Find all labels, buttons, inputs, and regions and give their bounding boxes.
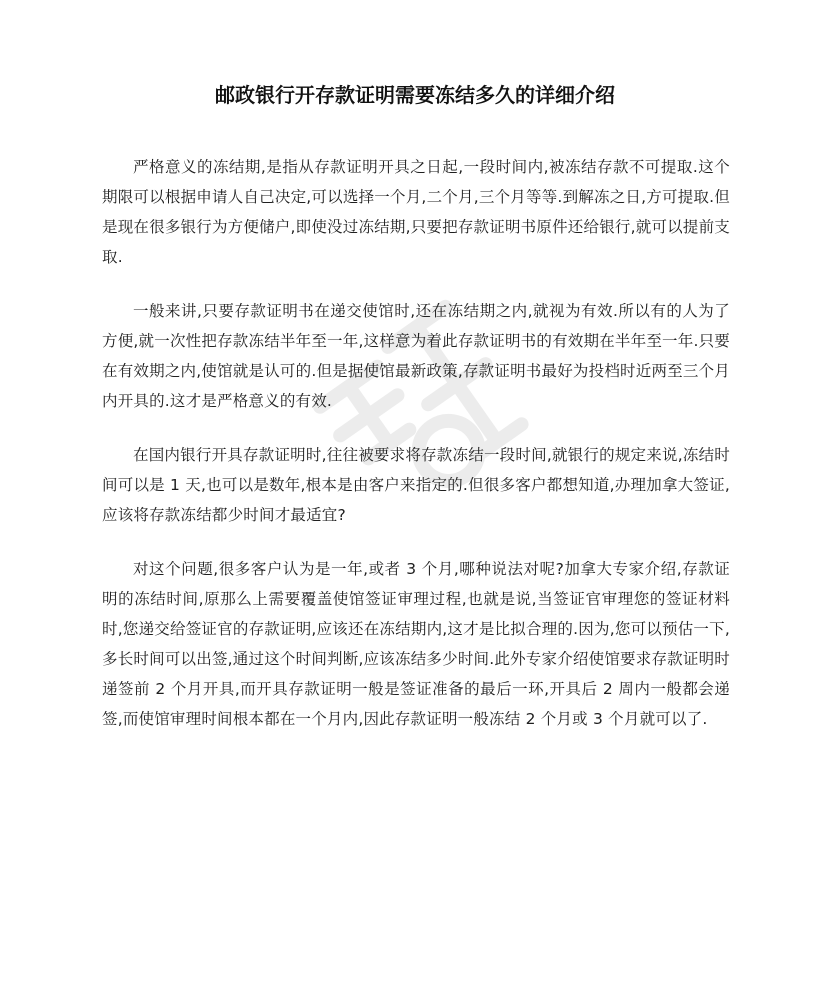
paragraph-2: 一般来讲,只要存款证明书在递交使馆时,还在冻结期之内,就视为有效.所以有的人为了方便,就一次性把存款冻结半年至一年,这样意为着此存款证明书的有效期在半年至一年.只要在有效期之内,使馆就是认可的.但是据使馆最新政策,存款证明书最好为投档时近两至三个月内开具的.这才是严格意义的有效. xyxy=(102,302,730,410)
paragraph-1: 严格意义的冻结期,是指从存款证明开具之日起,一段时间内,被冻结存款不可提取.这个期限可以根据申请人自己决定,可以选择一个月,二个月,三个月等等.到解冻之日,方可提取.但是现在很多银行为方便储户,即使没过冻结期,只要把存款证明书原件还给银行,就可以提前支取. xyxy=(102,158,730,266)
document-title: 邮政银行开存款证明需要冻结多久的详细介绍 xyxy=(215,83,615,107)
document-body xyxy=(102,152,730,758)
paragraph-3: 在国内银行开具存款证明时,往往被要求将存款冻结一段时间,就银行的规定来说,冻结时间可以是 1 天,也可以是数年,根本是由客户来指定的.但很多客户都想知道,办理加拿大签证,应该将存款冻结都少时间才最适宜? xyxy=(102,446,730,524)
paragraph-4: 对这个问题,很多客户认为是一年,或者 3 个月,哪种说法对呢?加拿大专家介绍,存款证明的冻结时间,原那么上需要覆盖使馆签证审理过程,也就是说,当签证官审理您的签证材料时,您递交给签证官的存款证明,应该还在冻结期内,这才是比拟合理的.因为,您可以预估一下,多长时间可以出签,通过这个时间判断,应该冻结多少时间.此外专家介绍使馆要求存款证明时递签前 2 个月开具,而开具存款证明一般是签证准备的最后一环,开具后 2 周内一般都会递签,而使馆审理时间根本都在一个月内,因此存款证明一般冻结 2 个月或 3 个月就可以了. xyxy=(102,560,730,728)
